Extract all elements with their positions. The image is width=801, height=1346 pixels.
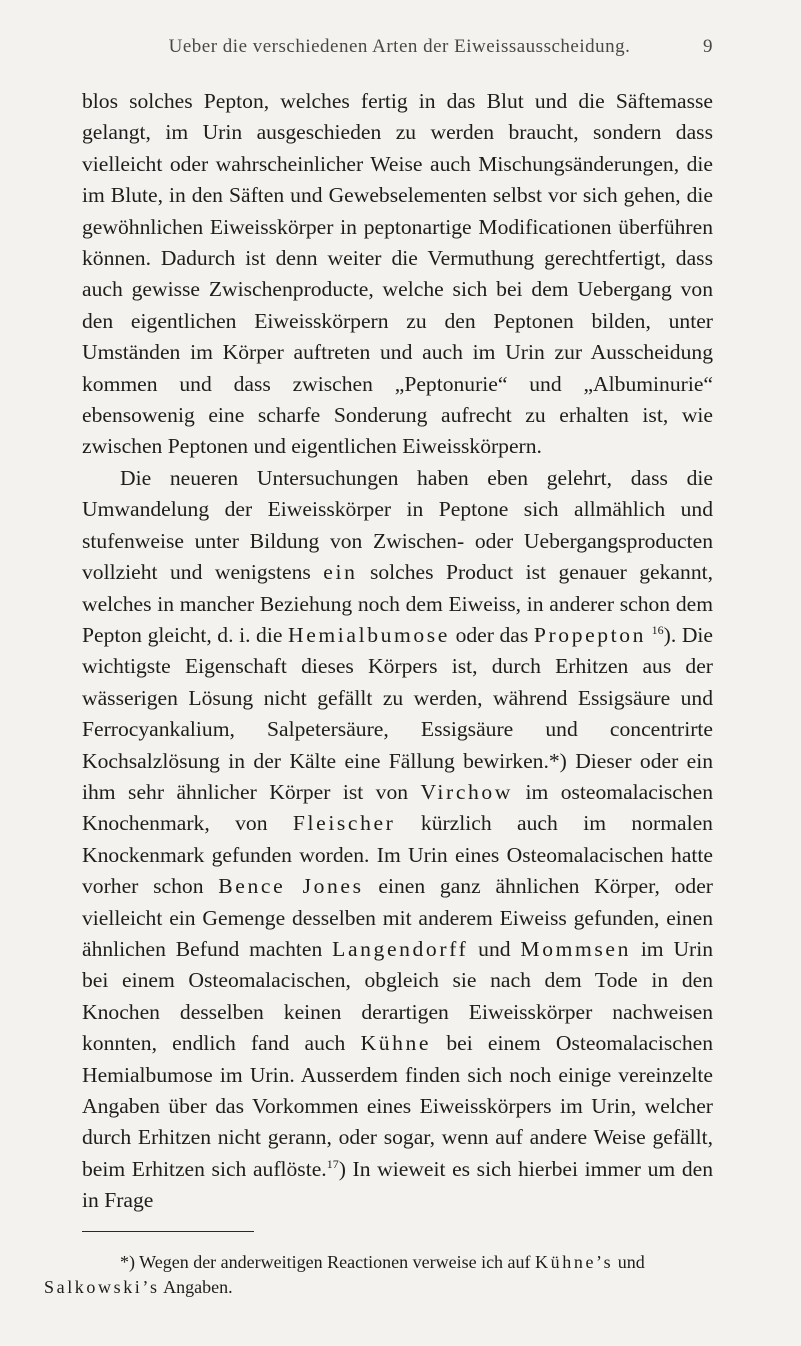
running-header: [82, 0, 713, 74]
text-run: einen ganz ähnlichen Körper, oder vielleicht ein Gemenge desselben mit anderem Eiweiss gefunden, einen ähnlichen Befund machten: [82, 874, 713, 961]
main-text: [82, 86, 713, 1217]
author-virchow: Virchow: [420, 779, 513, 804]
text-run: und: [617, 1251, 645, 1272]
text-run: solches Product ist genauer gekannt, welches in mancher Beziehung noch dem Eiweiss, in anderer schon dem Pepton gleicht, d. i. die: [82, 560, 714, 647]
text-run: oder das: [455, 622, 529, 647]
page-number: 9: [703, 36, 713, 57]
reference-17: 17: [326, 1156, 339, 1171]
text-run: ) In wieweit es sich hierbei immer um den in Frage: [82, 1156, 713, 1213]
paragraph-1: blos solches Pepton, welches fertig in das Blut und die Säftemasse gelangt, im Urin ausgeschieden zu werden braucht, sondern dass vielleicht oder wahrscheinlicher Weise auch Mischungsänderungen, die im Blute, in den Säften und Gewebselementen selbst vor sich gehen, die gewöhnlichen Eiweisskörper in peptonartige Modificationen überführen können. Dadurch ist denn weiter die Vermuthung gerechtfertigt, dass auch gewisse Zwischenproducte, welche sich bei dem Uebergang von den eigentlichen Eiweisskörpern zu den Peptonen bilden, unter Umständen im Körper auftreten und auch im Urin zur Ausscheidung kommen und dass zwischen „Peptonurie“ und „Albuminurie“ ebensowenig eine scharfe Sonderung aufrecht zu erhalten ist, wie zwischen Peptonen und eigentlichen Eiweisskörpern.: [82, 89, 713, 459]
text-run: ). Die wichtigste Eigenschaft dieses Körpers ist, durch Erhitzen aus der wässerigen Lösung nicht gefällt zu werden, während Essigsäure und Ferrocyankalium, Salpetersäure, Essigsäure und concentrirte Kochsalzlösung in der Kälte eine Fällung bewirken.*) Dieser oder ein ihm sehr ähnlicher Körper ist von: [82, 622, 714, 804]
emphasis-ein: ein: [323, 560, 358, 585]
author-langendorff: Langendorff: [332, 936, 469, 961]
text-run: bei einem Osteomalacischen Hemialbumose im Urin. Ausserdem finden sich noch einige vereinzelte Angaben über das Vorkommen eines Eiweisskörpers im Urin, welcher durch Erhitzen nicht gerann, oder sogar, wenn auf andere Weise gefällt, beim Erhitzen sich auflöste.: [82, 1031, 713, 1181]
text-run: im Urin bei einem Osteomalacischen, obgleich sie nach dem Tode in den Knochen desselben keinen derartigen Eiweisskörper nachweisen konnten, endlich fand auch: [82, 936, 714, 1056]
author-kuehne: Kühne: [360, 1031, 432, 1056]
text-run: Die neueren Untersuchungen haben eben gelehrt, dass die Umwandelung der Eiweisskörper in Peptone sich allmählich und stufenweise unter Bildung von Zwischen- oder Uebergangsproducten vollzieht und wenigstens: [82, 465, 713, 585]
author-salkowski: Salkowski’s: [44, 1276, 160, 1297]
author-bence-jones: Bence Jones: [218, 874, 364, 899]
reference-16: 16: [651, 622, 664, 637]
paragraph-2: [82, 463, 713, 1217]
author-kuehne: Kühne’s: [535, 1251, 614, 1272]
footnote-divider: [82, 1231, 254, 1232]
author-mommsen: Mommsen: [520, 936, 631, 961]
term-propepton: Propepton: [533, 622, 647, 647]
text-run: im osteomalacischen Knochenmark, von: [82, 779, 713, 836]
footnote: [44, 1250, 713, 1300]
text-run: Angaben.: [163, 1276, 233, 1297]
term-hemialbumose: Hemialbumose: [288, 622, 450, 647]
text-run: und: [478, 936, 511, 961]
running-title: Ueber die verschiedenen Arten der Eiweissausscheidung.: [168, 36, 631, 57]
text-run: kürzlich auch im normalen Knockenmark gefunden worden. Im Urin eines Osteomalacischen hatte vorher schon: [82, 811, 713, 899]
text-run: *) Wegen der anderweitigen Reactionen verweise ich auf: [120, 1251, 531, 1272]
author-fleischer: Fleischer: [292, 811, 396, 836]
